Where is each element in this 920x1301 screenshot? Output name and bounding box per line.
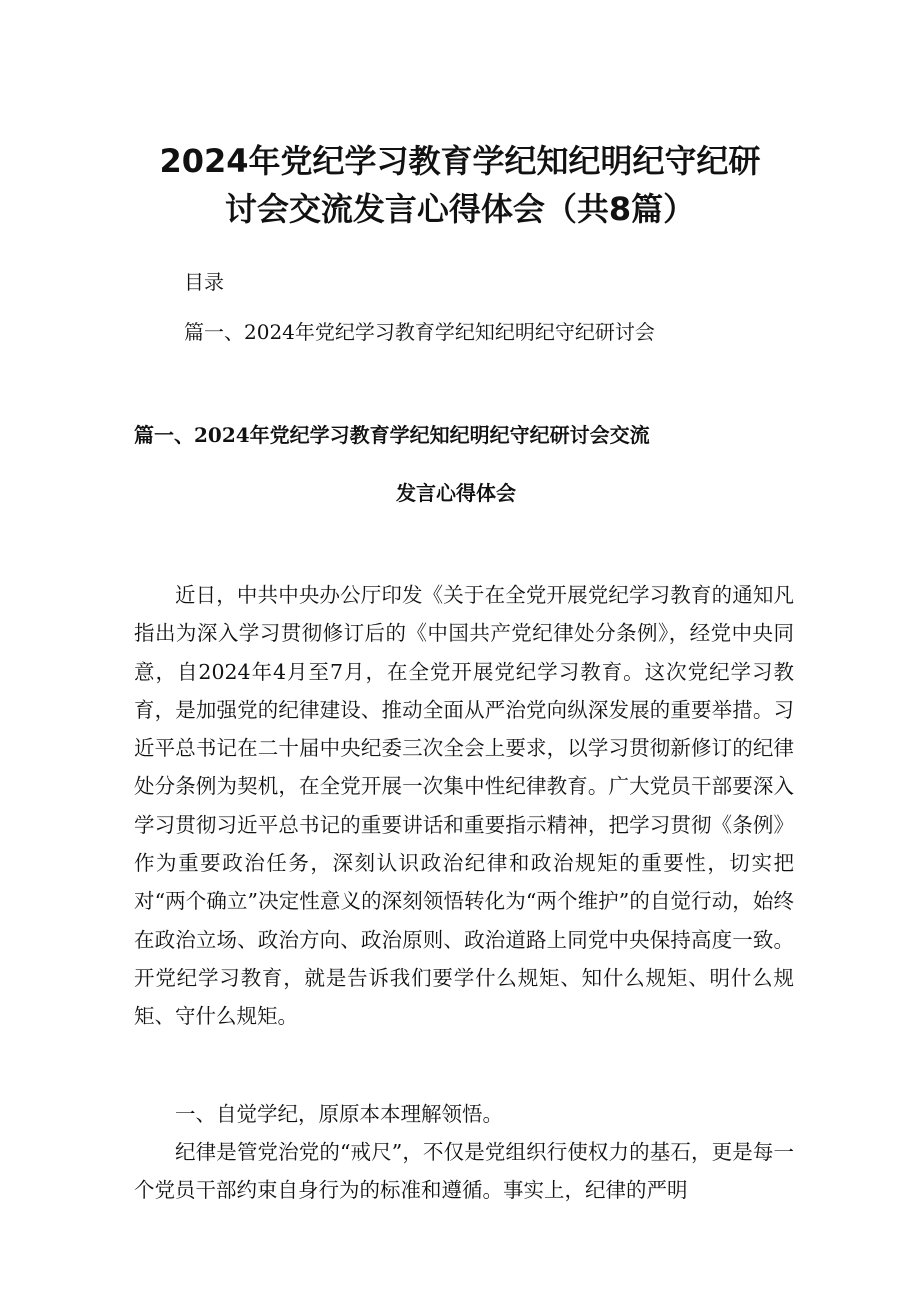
section-title-line-2: 发言心得体会	[396, 481, 516, 505]
document-title-line-1: 2024年党纪学习教育学纪知纪明纪守纪研	[159, 142, 761, 180]
toc-item-1: 篇一、2024年党纪学习教育学纪知纪明纪守纪研讨会	[184, 320, 655, 344]
toc-heading: 目录	[184, 270, 224, 294]
document-title-line-2: 讨会交流发言心得体会（共8篇）	[224, 190, 696, 228]
body-subheading-1: 一、自觉学纪，原原本本理解领悟。	[175, 1102, 503, 1126]
section-title-line-1: 篇一、2024年党纪学习教育学纪知纪明纪守纪研讨会交流	[134, 423, 650, 447]
body-paragraph-2: 纪律是管党治党的“戒尺”，不仅是党组织行使权力的基石，更是每一个党员干部约束自身行为的标准和遵循。事实上，纪律的严明	[134, 1140, 794, 1203]
body-paragraph-1: 近日，中共中央办公厅印发《关于在全党开展党纪学习教育的通知凡指出为深入学习贯彻修订后的《中国共产党纪律处分条例》，经党中央同意，自2024年4月至7月，在全党开展党纪学习教育。这次党纪学习教育，是加强党的纪律建设、推动全面从严治党向纵深发展的重要举措。习近平总书记在二十届中央纪委三次全会上要求，以学习贯彻新修订的纪律处分条例为契机，在全党开展一次集中性纪律教育。广大党员干部要深入学习贯彻习近平总书记的重要讲话和重要指示精神，把学习贯彻《条例》作为重要政治任务，深刻认识政治纪律和政治规矩的重要性，切实把对“两个确立”决定性意义的深刻领悟转化为“两个维护”的自觉行动，始终在政治立场、政治方向、政治原则、政治道路上同党中央保持高度一致。开党纪学习教育，就是告诉我们要学什么规矩、知什么规矩、明什么规矩、守什么规矩。	[134, 583, 794, 1029]
